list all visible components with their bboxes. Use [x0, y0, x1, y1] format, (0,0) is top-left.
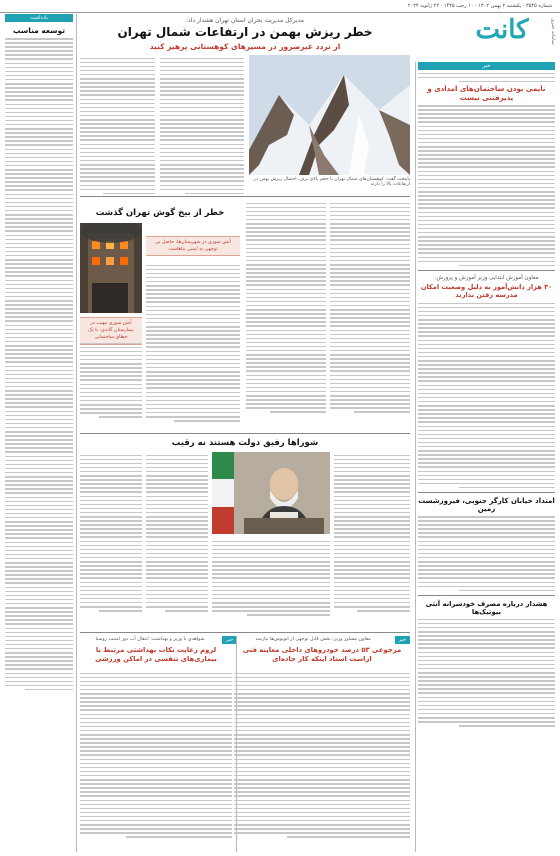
bottom-story-b-heading: لزوم رعایت نکات بهداشتی مرتبط با بیماری‌های تنفسی در اماکن ورزشی	[95, 646, 217, 663]
middle-text-col-c	[212, 538, 330, 628]
bottom-news-tag-2: خبر	[222, 636, 237, 644]
lead-headline: خطر ریزش بهمن در ارتفاعات شمال تهران	[117, 25, 373, 39]
bottom-story-a-kicker: معاون مشاور وزیر: بخش قابل توجهی از اتوبوس‌ها نیازمند	[255, 637, 371, 642]
bottom-story-b-kicker: شواهدی با وزیر و بهداشت: انتقال آب دوز امنیت روستا	[95, 637, 205, 642]
bottom-story-a-text	[234, 670, 410, 852]
fire-bottom-divider	[80, 433, 410, 434]
fire-text-col-a	[146, 262, 240, 428]
fire-text-col-d	[330, 200, 410, 428]
left-column-title: توسعه مناسب	[12, 26, 66, 35]
right-story-1-heading: نایمی بودن ساختمان‌های امدادی و پذیرفتنی نیست	[427, 85, 546, 102]
lead-kicker: مدیرکل مدیریت بحران استان تهران هشدار داد:	[186, 17, 304, 24]
right-column	[418, 62, 555, 854]
right-column-divider	[415, 62, 416, 852]
right-story-4-heading: هشدار درباره مصرف خودسرانه آنتی بیوتیک‌ها	[425, 600, 548, 617]
lead-subhead: از تردد غیرضرور در مسیرهای کوهستانی پرهیز کنید	[149, 42, 341, 51]
right-story-3-heading: امتداد خیابان کارگر جنوبی، فیروزشست زمین	[418, 497, 555, 514]
issue-line: شماره ۳۵۴۵ · یکشنبه ۲ بهمن ۱۴۰۲ · ۱۰ رجب ۱۴۴۵ · ۲۲ ژانویه ۲۰۲۴	[407, 3, 552, 9]
middle-text-col-b	[146, 452, 208, 628]
fire-text-col-b	[80, 340, 142, 428]
lead-text-col-1	[80, 55, 155, 195]
lead-bottom-divider	[80, 196, 410, 197]
middle-text-col-a	[80, 452, 142, 628]
left-column-divider	[76, 14, 77, 852]
newspaper-logo: کانت	[475, 15, 529, 45]
fire-text-col-c	[246, 200, 326, 428]
left-section-tag: یادداشت	[5, 14, 73, 22]
middle-bottom-divider	[80, 632, 410, 633]
issue-bar	[0, 0, 560, 13]
side-story-1-headline: خطر از بیخ گوش تهران گذشت	[95, 208, 225, 218]
right-story-2-kicker: معاون آموزش ابتدایی وزیر آموزش و پرورش:	[434, 275, 539, 282]
lead-caption: پایتخت گفت: کوهستان‌های شمال تهران با حجم بالای برف، احتمال ریزش بهمن در ارتفاعات بالا را دارند	[253, 177, 410, 187]
bottom-story-a-heading: مرجوعی ۵۳ درصد خودروهای داخلی معاینه فنی ازاست اسناد اینکه کار جاده‌ای	[242, 646, 402, 663]
bottom-story-divider	[236, 636, 237, 852]
lead-text-col-2	[160, 55, 244, 195]
middle-text-col-d	[334, 452, 410, 628]
bottom-story-b-text	[80, 670, 232, 852]
right-story-2-heading: ۳۰ هزار دانش‌آموز به دلیل وضعیت امکان مدرسه رفتن ندارند	[420, 283, 553, 300]
middle-headline: شوراها رفیق دولت هستند نه رقیب	[171, 438, 319, 448]
speaker-photo	[212, 452, 330, 534]
left-column	[5, 24, 73, 852]
fire-photo	[80, 223, 142, 313]
bottom-news-tag-1: خبر	[395, 636, 410, 644]
logo-tagline: سامانه خبری	[550, 18, 556, 45]
pull-quote-2: آتش سوزی مهیب در بیمارستان گاندی، با یک خطای ساختمانی	[80, 317, 142, 345]
avalanche-photo	[249, 55, 410, 175]
pull-quote-1: آتش سوزی در شهرستان‌ها، حاصل بی توجهی به ایمنی بناهاست	[146, 236, 240, 256]
right-section-title: خبر	[418, 62, 555, 70]
